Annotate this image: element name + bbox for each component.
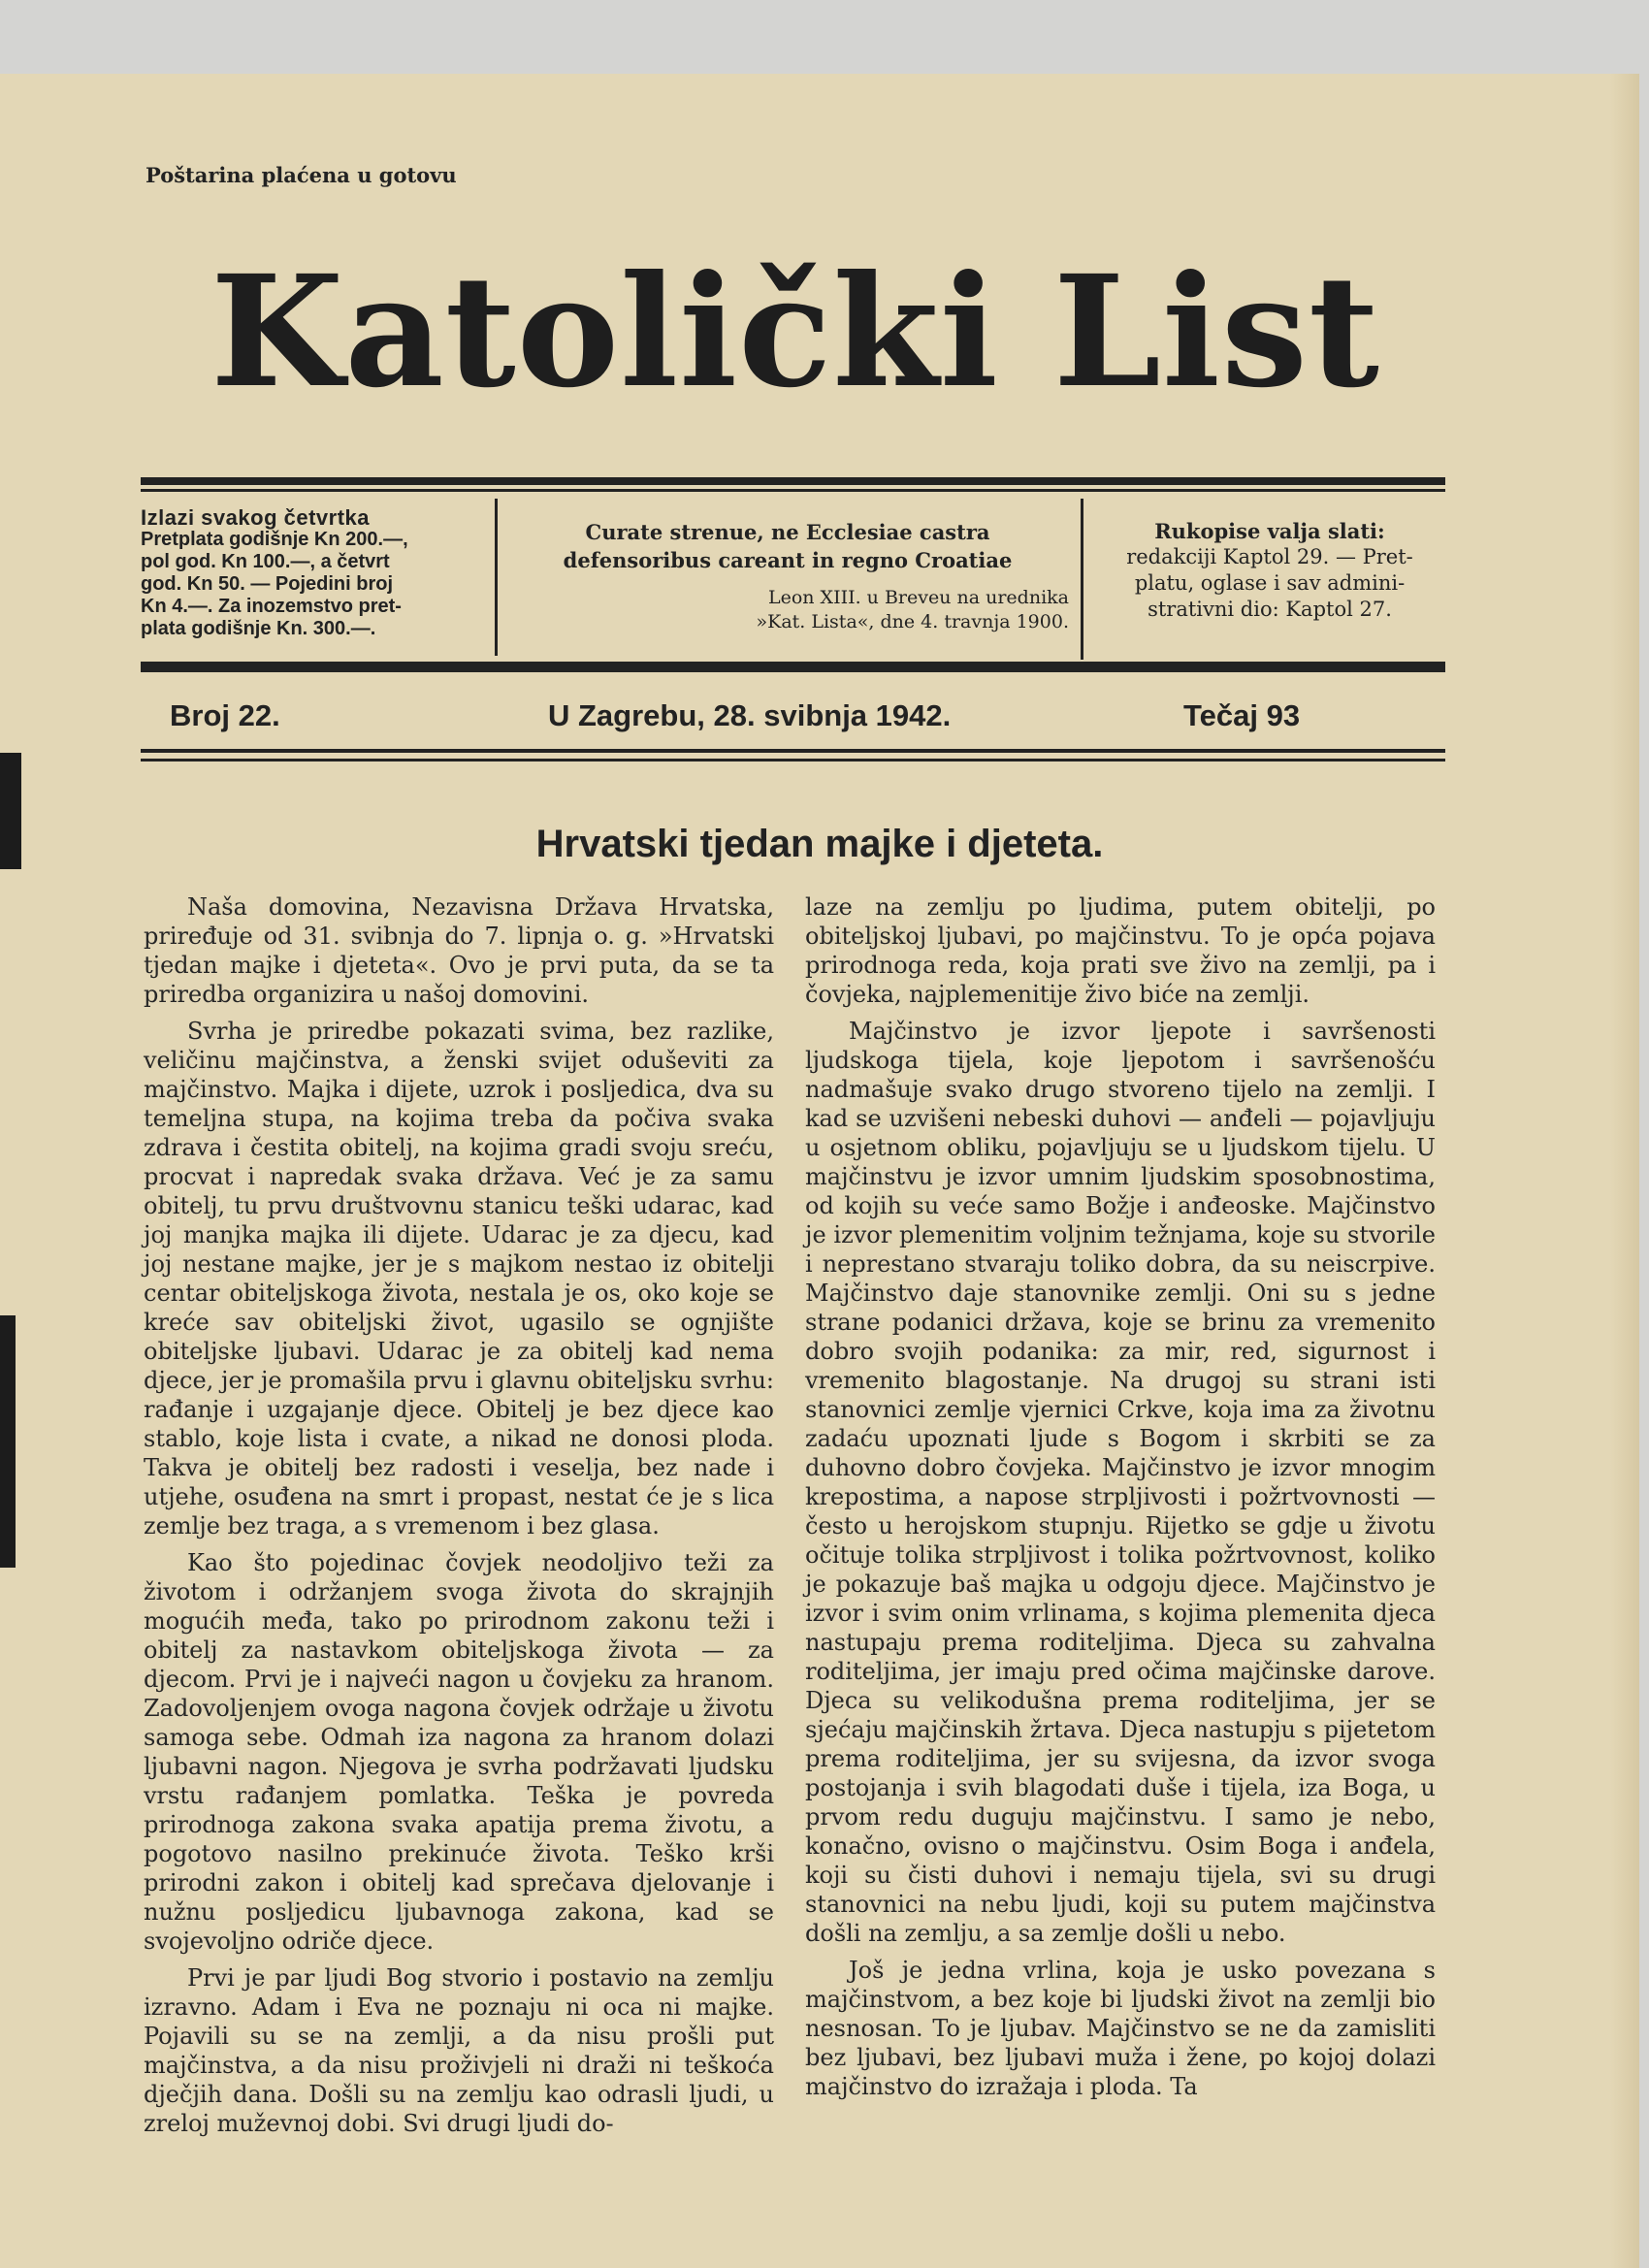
editorial-address: Rukopise valja slati: redakciji Kaptol 29. — Pret- platu, oglase i sav admini- strativni dio: Kaptol 27. [1126,519,1413,621]
article-column-right [805,892,1436,2109]
info-box-bottom-rule [141,662,1445,672]
issue-volume: Tečaj 93 [1183,698,1301,732]
issue-rule [141,749,1445,753]
motto-block: Curate strenue, ne Ecclesiae castra defensoribus careant in regno Croatiae Leon XIII. u Breveu na urednika »Kat. Lista«, dne 4. travnja 1900. [563,520,1069,632]
page-fold-shadow [1610,74,1639,2268]
paragraph: Kao što pojedinac čovjek neodoljivo teži za životom i održanjem svoga života do skrajnjih mogućih međa, tako po prirodnom zakonu teži i obitelj za nastavkom obiteljskoga života — za djecom. Prvi je i najveći nagon u čovjeku za hranom. Zadovoljenjem ovoga nagona čovjek održaje u životu samoga sebe. Odmah iza nagona za hranom dolazi ljubavni nagon. Njegova je svrha podržavati ljudsku vrstu rađanjem pomlatka. Teška je povreda prirodnoga zakona svaka apatija prema životu, a pogotovo nasilno prekinuće života. Teško krši prirodni zakon i obitelj kad sprečava djelovanje i nužnu posljedicu ljubavnoga zakona, kad se svojevoljno odriče djece. [144,1549,774,1955]
article-column-left [144,892,774,2146]
info-divider [1081,499,1083,660]
issue-date: U Zagrebu, 28. svibnja 1942. [548,698,952,732]
info-divider [495,499,498,656]
article-headline: Hrvatski tjedan majke i djeteta. [535,823,1104,865]
paragraph: Još je jedna vrlina, koja je usko povezana s majčinstvom, a bez koje bi ljudski život na zemlji bio nesnosan. To je ljubav. Majčinstvo se ne da zamisliti bez ljubavi, bez ljubavi muža i žene, po kojoj dolazi majčinstvo do izražaja i ploda. Ta [805,1957,1436,2100]
subscription-info: Izlazi svakog četvrtka Pretplata godišnje Kn 200.—, pol god. Kn 100.—, a četvrt god. Kn 50. — Pojedini broj Kn 4.—. Za inozemstvo pret- plata godišnje Kn. 300.—. [141,505,408,639]
postage-note: Poštarina plaćena u gotovu [146,163,457,187]
masthead-rule [141,489,1445,492]
issue-number: Broj 22. [170,698,280,732]
paragraph: Majčinstvo je izvor ljepote i savršenosti ljudskoga tijela, koje ljepotom i savršenošću nadmašuje svako drugo stvoreno tijelo na zemlji. I kad se uzvišeni nebeski duhovi — anđeli — pojavljuju u osjetnom obliku, pojavljuju se u ljudskom tijelu. U majčinstvu je izvor umnim ljudskim sposobnostima, od kojih su veće samo Božje i anđeoske. Majčinstvo je izvor plemenitim voljnim težnjama, koje su stvorile i neprestano stvaraju toliko dobra, da su neiscrpive. Majčinstvo daje stanovnike zemlji. Oni su s jedne strane podanici država, koje se brinu za vremenito dobro svojih podanika: za mir, red, sigurnost i vremenito blagostanje. Na drugoj su strani isti stanovnici zemlje vjernici Crkve, koja ima za životnu zadaću upoznati ljude s Bogom i skrbiti se za duhovno dobro čovjeka. Majčinstvo je izvor mnogim krepostima, a napose strpljivosti i požrtvovnosti — često u herojskom stupnju. Rijetko se gdje u životu očituje tolika strpljivost i tolika požrtvovnost, koliko je pokazuje baš majka u odgoju djece. Majčinstvo je izvor i svim onim vrlinama, s kojima plemenita djeca nastupaju prema roditeljima. Djeca su zahvalna roditeljima, jer imaju pred očima majčinske darove. Djeca su velikodušna prema roditeljima, jer se sjećaju majčinskih žrtava. Djeca nastupju s pijetetom prema roditeljima, jer su svijesna, da izvor svoga postojanja i svih blagodati duše i tijela, iza Boga, u prvom redu duguju majčinstvu. I samo je nebo, konačno, ovisno o majčinstvu. Osim Boga i anđela, koji su čisti duhovi i nemaju tijela, svi su drugi stanovnici na nebu ljudi, koji su putem majčinstva došli na zemlju, a sa zemlje došli u nebo. [805,1018,1436,1947]
masthead-title: Katolički List [210,243,1380,422]
paragraph: Naša domovina, Nezavisna Država Hrvatska, priređuje od 31. svibnja do 7. lipnja o. g. »Hrvatski tjedan majke i djeteta«. Ovo je prvi puta, da se ta priredba organizira u našoj domovini. [144,893,774,1008]
torn-edge [0,1315,16,1568]
paragraph: Svrha je priredbe pokazati svima, bez razlike, veličinu majčinstva, a ženski svijet oduševiti za majčinstvo. Majka i dijete, uzrok i posljedica, dva su temeljna stupa, na kojima treba da počiva svaka zdrava i čestita obitelj, na kojima gradi svoju sreću, procvat i napredak svaka država. Već je za samu obitelj, tu prvu društvovnu stanicu teški udarac, kad joj manjka majka ili dijete. Udarac je za djecu, kad joj nestane majke, jer je s majkom nestao iz obitelji centar obiteljskoga života, nestala je os, oko koje se kreće sav obiteljski život, ugasilo se ognjište obiteljske ljubavi. Udarac je za obitelj kad nema djece, jer je promašila prvu i glavnu obiteljsku svrhu: rađanje i uzgajanje djece. Obitelj je bez djece kao stablo, koje lista i cvate, a nikad ne donosi ploda. Takva je obitelj bez radosti i veselja, bez nade i utjehe, osuđena na smrt i propast, nestat će je s lica zemlje bez traga, a s vremenom i bez glasa. [144,1018,774,1539]
issue-rule [141,759,1445,761]
paragraph: Prvi je par ljudi Bog stvorio i postavio na zemlju izravno. Adam i Eva ne poznaju ni oca ni majke. Pojavili su se na zemlji, a da nisu prošli put majčinstva, a da nisu proživjeli ni draži ni teškoća dječjih dana. Došli su na zemlju kao odrasli ljudi, u zreloj muževnoj dobi. Svi drugi ljudi do- [144,1964,774,2137]
masthead-rule [141,477,1445,485]
paragraph: laze na zemlju po ljudima, putem obitelji, po obiteljskoj ljubavi, po majčinstvu. To je opća pojava prirodnoga reda, koja prati sve živo na zemlji, pa i čovjeka, najplemenitije živo biće na zemlji. [805,893,1436,1008]
